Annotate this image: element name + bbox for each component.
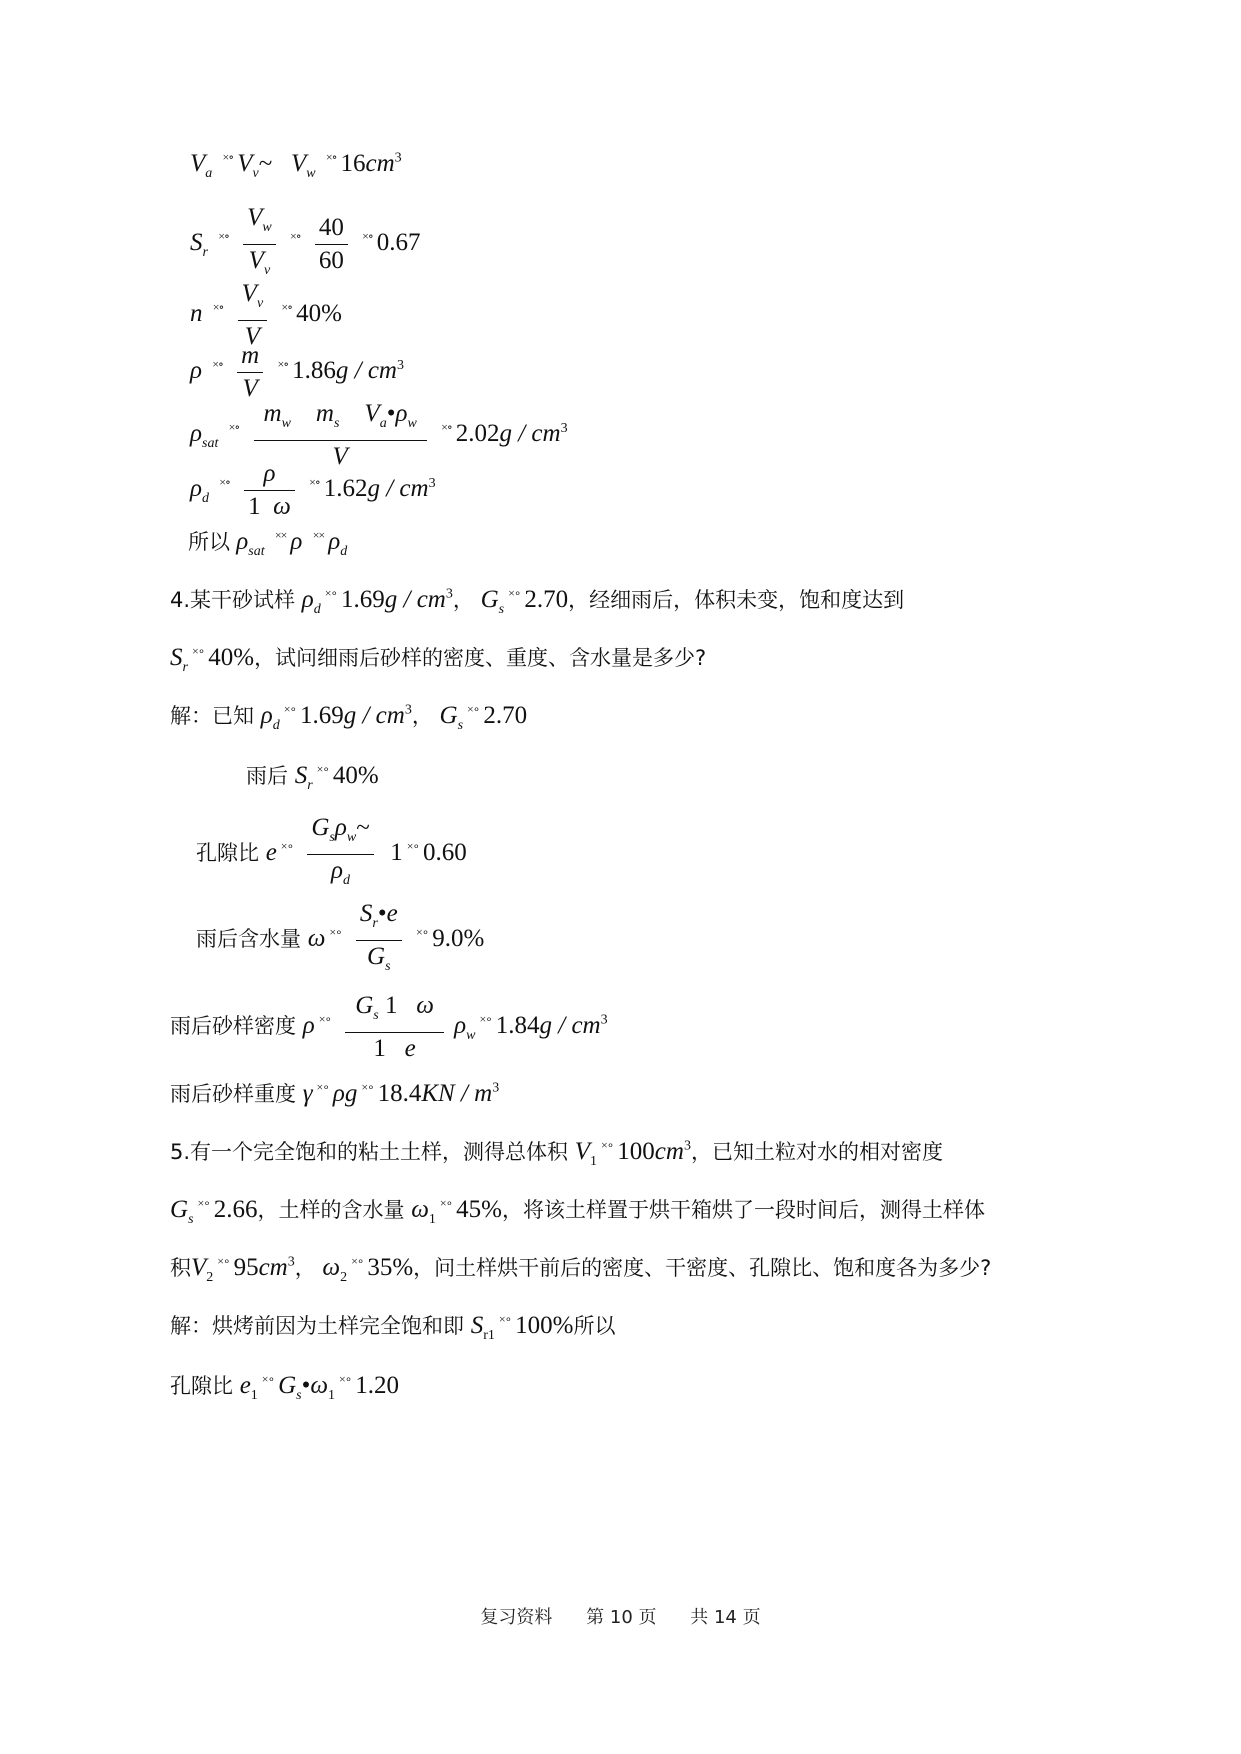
formula-rho: ρ ×∘ $\frac{m}{V}$ ×∘ $1.86g / cm^3$: [190, 342, 404, 402]
formula-rho-sat: $\rho_{sat}$ ×∘ $\frac{m_w m_s V_a•\rho_w}{V}$ ×∘ $2.02g / cm^3$: [190, 400, 568, 470]
a4-void-ratio: 孔隙比 e ×∘ $\frac{G_s\rho_w\sim}{\rho_d}$ 1 ×∘ 0.60: [196, 814, 467, 888]
q5-line1: 5.有一个完全饱和的粘土土样，测得总体积 $V_1\times\circ$ $100cm^3$，已知土粒对水的相对密度: [170, 1138, 943, 1169]
page-footer: [0, 1603, 1241, 1629]
formula-rho-d: $\rho_d$ ×∘ $\frac{\rho}{1 \omega}$ ×∘ $1.62g / cm^3$: [190, 460, 436, 520]
q4-line1: 4.某干砂试样 $\rho_d\times\circ$ $1.69g / cm^3$， $G_s\times\circ$ 2.70，经细雨后，体积未变，饱和度达到: [170, 586, 905, 617]
q4-line2: $S_r\times\circ$ 40%，试问细雨后砂样的密度、重度、含水量是多少?: [170, 644, 707, 675]
q5-line3: 积$V_2\times\circ$ $95cm^3$， $\omega_2\times\circ$ 35%，问土样烘干前后的密度、干密度、孔隙比、饱和度各为多少?: [170, 1254, 992, 1285]
footer-page-number: 第 10 页: [586, 1607, 657, 1628]
a4-after-rain: 雨后 $S_r\times\circ$ 40%: [246, 762, 379, 793]
a5-line1: 解：烘烤前因为土样完全饱和即 $S_{r1}\times\circ$ 100%所以: [170, 1312, 616, 1343]
formula-n: n ×∘ $\frac{V_v}{V}$ ×∘ 40%: [190, 280, 342, 350]
footer-total-pages: 共 14 页: [690, 1607, 761, 1628]
a5-void-ratio: 孔隙比 $e_1\times\circ$ $G_s•\omega_1\times\circ$ 1.20: [170, 1372, 400, 1403]
formula-sr: $S_r$ ×∘ $\frac{V_w}{V_v}$ ×∘ $\frac{40}{60}$ ×∘ 0.67: [190, 204, 421, 278]
q5-line2: $G_s\times\circ$ 2.66，土样的含水量 $\omega_1\times\circ$ 45%，将该土样置于烘干箱烘了一段时间后，测得土样体: [170, 1196, 985, 1227]
conclusion-line: 所以 $\rho_{sat} \times\times \rho \times\times \rho_d$: [188, 528, 348, 559]
a4-unit-weight: 雨后砂样重度 γ ×∘ ρg ×∘ $18.4KN / m^3$: [170, 1080, 500, 1107]
a4-density: 雨后砂样密度 ρ ×∘ $\frac{G_s 1 \omega}{1 e}$ $\rho_w\times\circ$ $1.84g / cm^3$: [170, 992, 608, 1062]
formula-va: $V_a$ ×∘ $V_v\sim$ $V_w$ ×∘ $16cm^3$: [190, 150, 402, 181]
a4-water-content: 雨后含水量 ω ×∘ $\frac{S_r•e}{G_s}$ ×∘ 9.0%: [196, 900, 485, 974]
footer-title: 复习资料: [480, 1607, 553, 1628]
a4-known: 解：已知 $\rho_d\times\circ$ $1.69g / cm^3$， $G_s\times\circ$ 2.70: [170, 702, 528, 733]
